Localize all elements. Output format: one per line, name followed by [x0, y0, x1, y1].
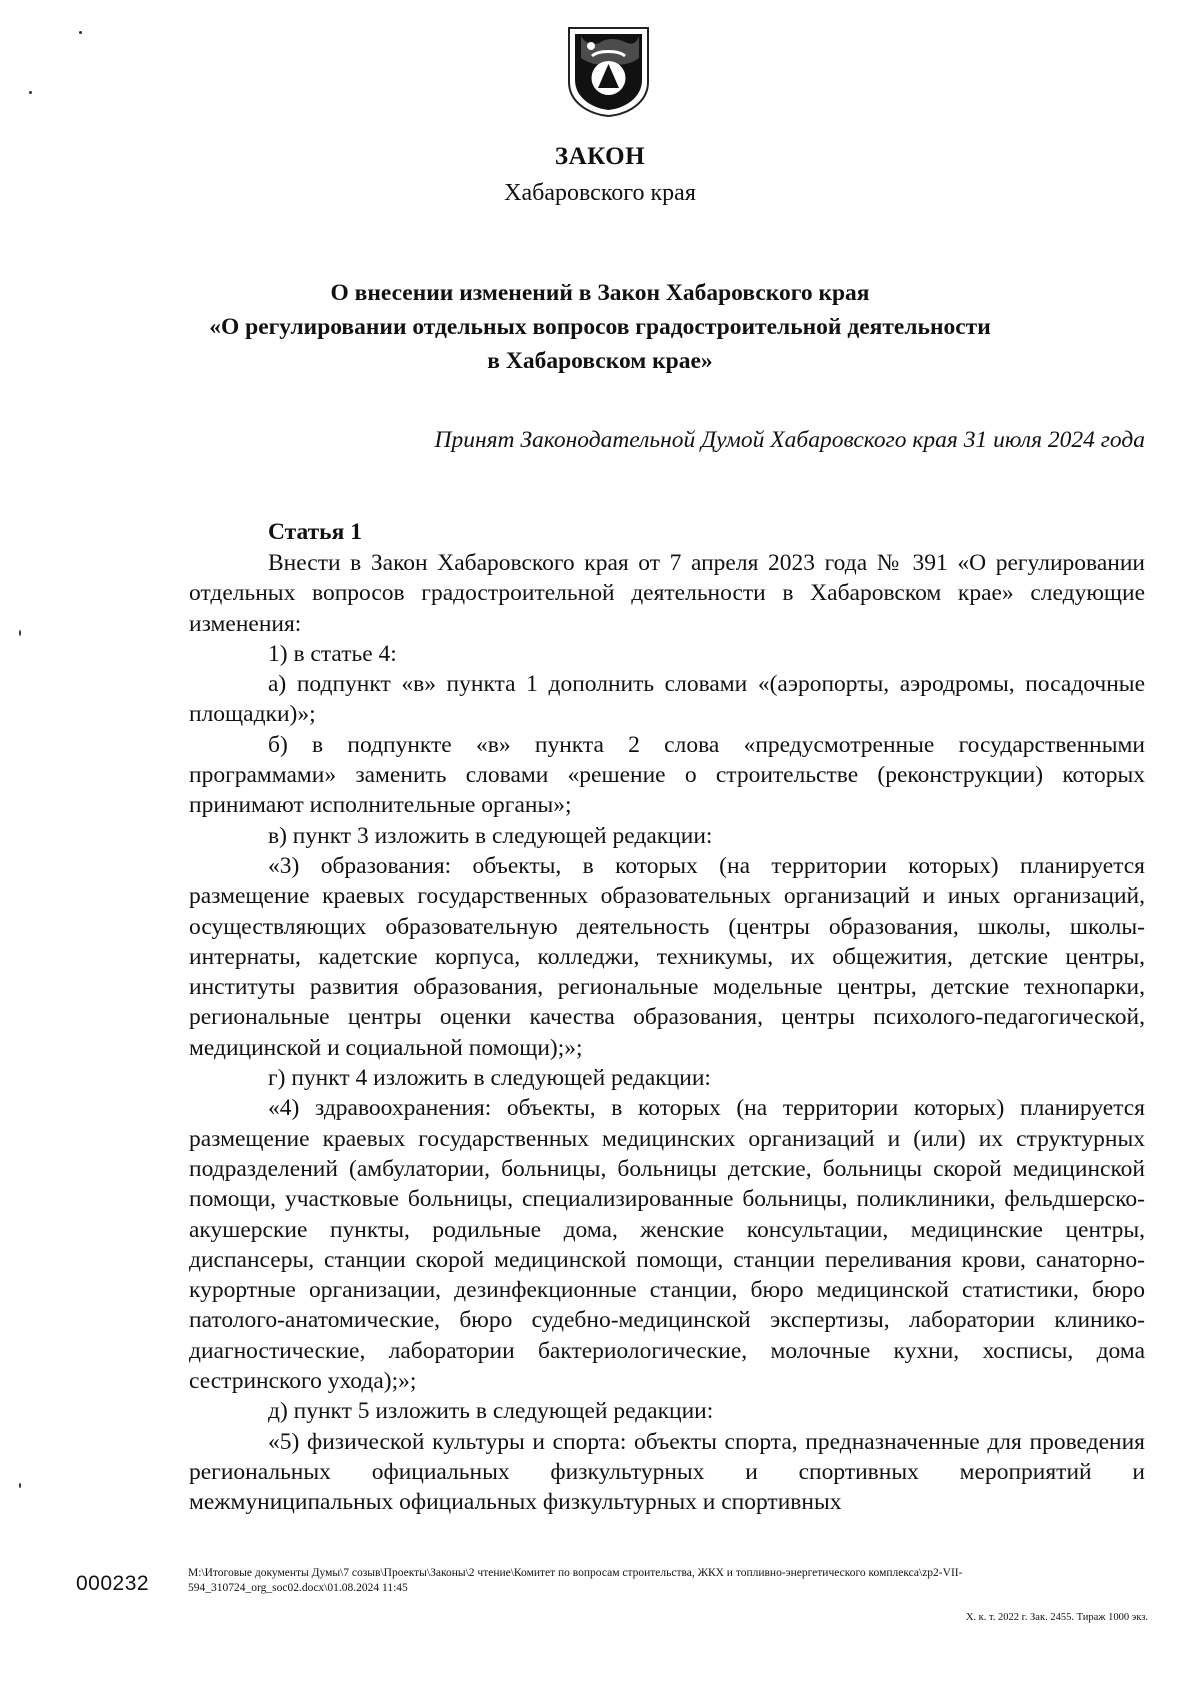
article-paragraph: б) в подпункте «в» пункта 2 слова «предусмотренные государственными программами» заменить словами «решение о строительстве (реконструкции) которых принимают исполнительные органы»; [189, 731, 1145, 819]
page-number: 000232 [76, 1572, 150, 1595]
scan-speck [79, 31, 82, 34]
coat-of-arms-icon [561, 24, 656, 119]
print-info: Х. к. т. 2022 г. Зак. 2455. Тираж 1000 экз. [965, 1612, 1148, 1623]
article-paragraph: Внести в Закон Хабаровского края от 7 апреля 2023 года № 391 «О регулировании отдельных вопросов градостроительной деятельности в Хабаровском крае» следующие изменения: [189, 550, 1145, 637]
article-paragraph: а) подпункт «в» пункта 1 дополнить словами «(аэропорты, аэродромы, посадочные площадки)»; [189, 671, 1145, 728]
file-path: M:\Итоговые документы Думы\7 созыв\Проекты\Законы\2 чтение\Комитет по вопросам строительства, ЖКХ и топливно-энергетического комплекса\zp2-VII-594_310724_org_soc02.docx\01.08.2024 11:45 [188, 1567, 963, 1594]
article-body [189, 548, 1145, 1518]
article-paragraph: «5) физической культуры и спорта: объекты спорта, предназначенные для проведения региональных официальных физкультурных и спортивных мероприятий и межмуниципальных официальных физкультурных и спортивных [189, 1428, 1145, 1516]
article-paragraph: в) пункт 3 изложить в следующей редакции: [268, 822, 713, 849]
article-paragraph: «3) образования: объекты, в которых (на территории которых) планируется размещение краевых государственных образовательных организаций и иных организаций, осуществляющих образовательную деятельность (центры образования, школы, школы-интернаты, кадетские корпуса, колледжи, техникумы, их общежития, детские центры, институты развития образования, региональные модельные центры, детские технопарки, региональные центры оценки качества образования, центры психолого-педагогической, медицинской и социальной помощи);»; [189, 852, 1145, 1061]
article-heading: Статья 1 [268, 519, 362, 545]
article-paragraph: д) пункт 5 изложить в следующей редакции: [268, 1398, 714, 1425]
scan-speck [19, 630, 21, 636]
article-paragraph: г) пункт 4 изложить в следующей редакции: [268, 1065, 711, 1092]
scan-speck [29, 91, 32, 94]
scan-speck [19, 1483, 21, 1488]
region-name: Хабаровского края [504, 180, 696, 206]
adoption-note: Принят Законодательной Думой Хабаровского края 31 июля 2024 года [434, 427, 1145, 453]
document-title-line: «О регулировании отдельных вопросов градостроительной деятельности [209, 314, 991, 340]
article-paragraph: 1) в статье 4: [268, 640, 397, 667]
article-paragraph: «4) здравоохранения: объекты, в которых (на территории которых) планируется размещение краевых государственных медицинских организаций и (или) их структурных подразделений (амбулатории, больницы, больницы детские, больницы скорой медицинской помощи, участковые больницы, специализированные больницы, поликлиники, фельдшерско-акушерские пункты, родильные дома, женские консультации, медицинские центры, диспансеры, станции скорой медицинской помощи, станции переливания крови, санаторно-курортные организации, дезинфекционные станции, бюро медицинской статистики, бюро патолого-анатомические, бюро судебно-медицинской экспертизы, лаборатории клинико-диагностические, лаборатории бактериологические, молочные кухни, хосписы, дома сестринского ухода);»; [189, 1095, 1145, 1395]
law-label: ЗАКОН [554, 143, 646, 170]
document-title [150, 276, 1050, 378]
document-title-line: О внесении изменений в Закон Хабаровского края [330, 280, 870, 306]
document-title-line: в Хабаровском крае» [487, 348, 713, 374]
